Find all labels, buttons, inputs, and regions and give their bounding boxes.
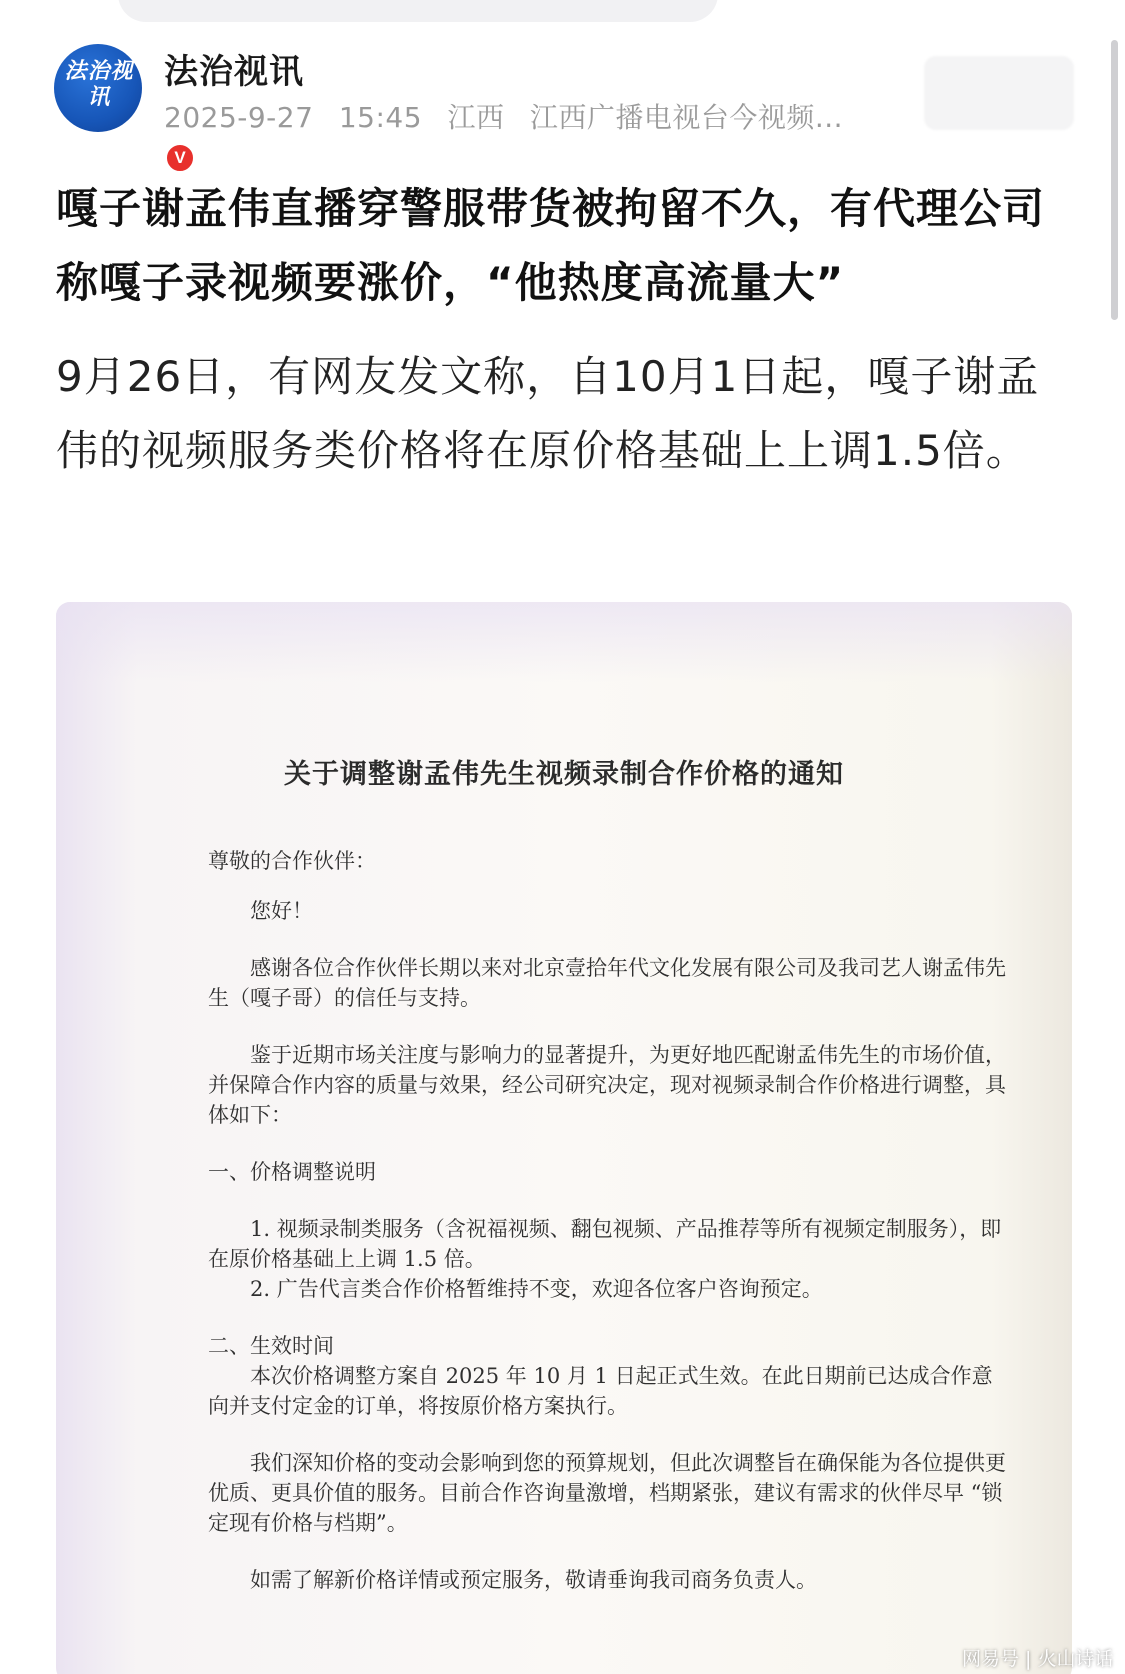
account-name[interactable]: 法治视讯 (164, 52, 304, 92)
document-paragraph-5: 如需了解新价格详情或预定服务，敬请垂询我司商务负责人。 (250, 1568, 817, 1592)
follow-button[interactable] (924, 56, 1074, 130)
source-watermark: 网易号 | 火山诗话 (962, 1648, 1114, 1670)
document-list-item-1: 1. 视频录制类服务（含祝福视频、翻包视频、产品推荐等所有视频定制服务），即在原价格基础上上调 1.5 倍。 (208, 1217, 1002, 1271)
notice-document-image[interactable] (56, 602, 1072, 1674)
post-location: 江西 (447, 101, 505, 134)
document-title: 关于调整谢孟伟先生视频录制合作价格的通知 (284, 759, 844, 790)
post-date: 2025-9-27 (164, 101, 314, 134)
document-paragraph-1: 感谢各位合作伙伴长期以来对北京壹拾年代文化发展有限公司及我司艺人谢孟伟先生（嘎子哥）的信任与支持。 (208, 956, 1006, 1010)
post-source: 江西广播电视台今视频... (529, 101, 844, 134)
document-paragraph-3: 本次价格调整方案自 2025 年 10 月 1 日起正式生效。在此日期前已达成合作意向并支付定金的订单，将按原价格方案执行。 (208, 1364, 993, 1418)
avatar-logo-text: 法治视讯 (64, 58, 134, 110)
document-paragraph-4: 我们深知价格的变动会影响到您的预算规划，但此次调整旨在确保能为各位提供更优质、更具价值的服务。目前合作咨询量激增，档期紧张，建议有需求的伙伴尽早 “锁定现有价格与档期”。 (208, 1451, 1006, 1535)
post-meta (164, 96, 859, 136)
document-section-1-heading: 一、价格调整说明 (208, 1160, 376, 1184)
verified-badge-icon: V (164, 142, 196, 174)
document-greeting: 您好！ (250, 899, 313, 923)
scroll-indicator (1111, 40, 1118, 320)
document-section-2-heading: 二、生效时间 (208, 1334, 334, 1358)
document-list-item-2: 2. 广告代言类合作价格暂维持不变，欢迎各位客户咨询预定。 (250, 1277, 823, 1301)
article-headline: 嘎子谢孟伟直播穿警服带货被拘留不久，有代理公司称嘎子录视频要涨价，“他热度高流量大” (56, 184, 1046, 307)
top-search-bar[interactable] (118, 0, 718, 22)
article-lead-paragraph: 9月26日，有网友发文称，自10月1日起，嘎子谢孟伟的视频服务类价格将在原价格基础上上调1.5倍。 (56, 352, 1040, 475)
account-avatar[interactable] (54, 44, 186, 167)
document-salutation: 尊敬的合作伙伴： (208, 849, 376, 873)
document-body (208, 846, 1008, 1595)
post-time: 15:45 (338, 101, 423, 134)
document-paragraph-2: 鉴于近期市场关注度与影响力的显著提升，为更好地匹配谢孟伟先生的市场价值，并保障合作内容的质量与效果，经公司研究决定，现对视频录制合作价格进行调整，具体如下： (208, 1043, 1006, 1127)
